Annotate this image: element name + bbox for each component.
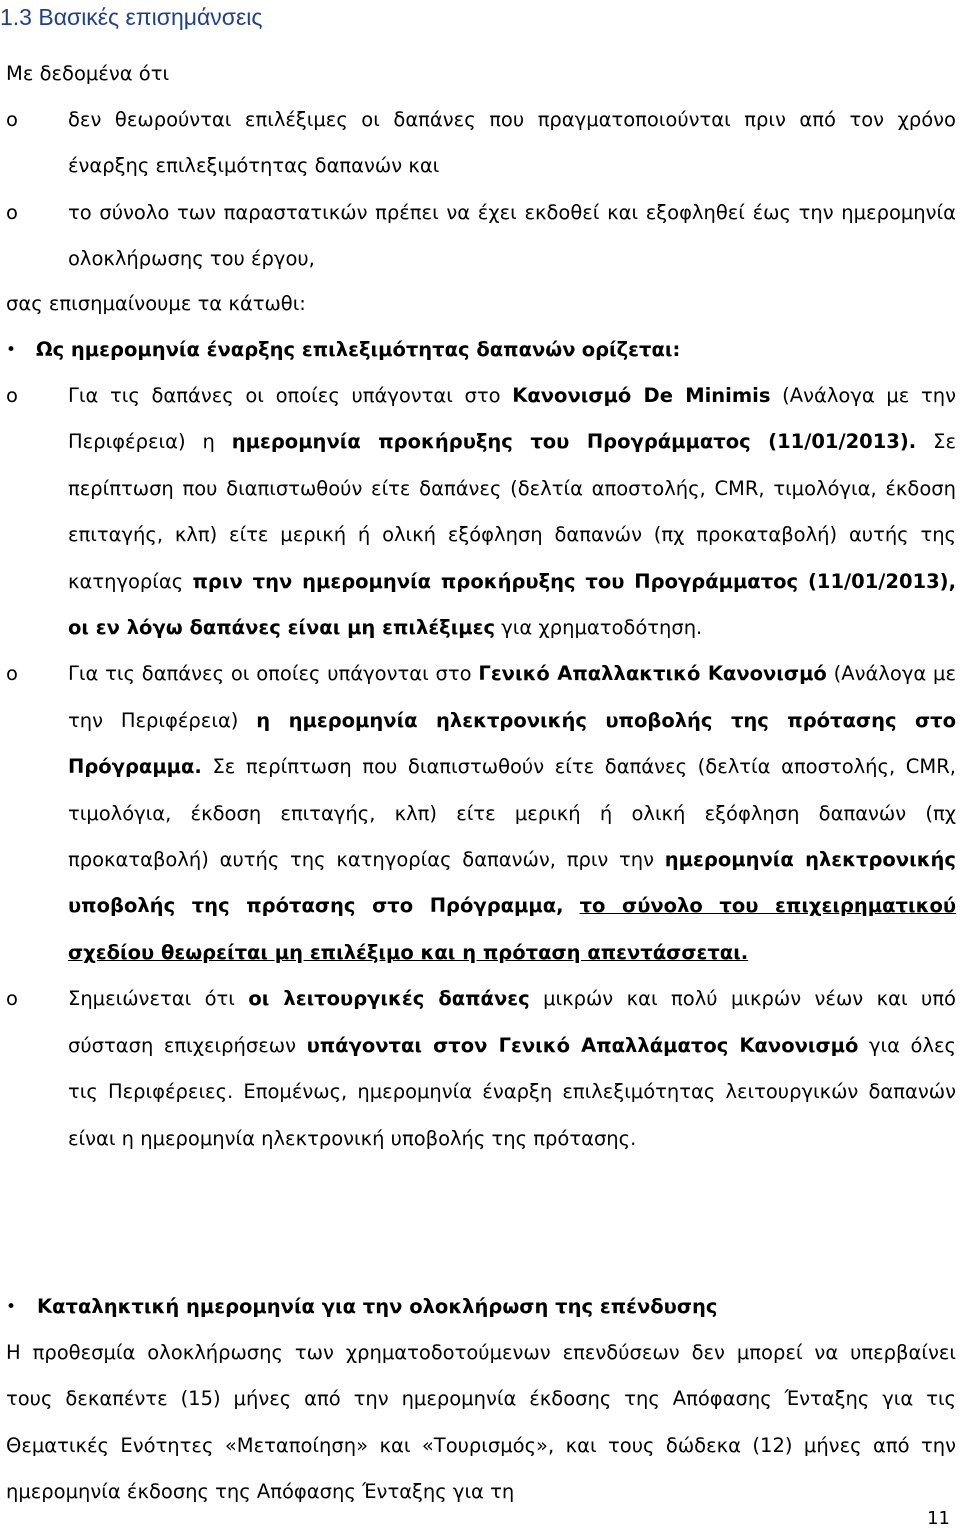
regulation-name: Κανονισμό De Minimis [512,384,771,407]
operating-costs-item [6,976,956,1162]
intro-lead: Με δεδομένα ότι [6,62,170,85]
bullet-marker: • [6,1297,17,1317]
list-marker: o [6,384,18,407]
text-run [564,894,580,917]
general-regulation-item [6,651,956,976]
intro-list [6,97,956,283]
ineligible-emphasis: πριν την ημερομηνία προκήρυξης του Προγράμματος (11/01/2013), οι εν λόγω δαπάνες είναι μη επιλέξιμες [68,569,957,640]
list-marker: o [6,662,18,686]
deadline-paragraph: Η προθεσμία ολοκλήρωσης των χρηματοδοτούμενων επενδύσεων δεν μπορεί να υπερβαίνει τους δεκαπέντε (15) μήνες από την ημερομηνία έκδοσης της Απόφασης Ένταξης για τις Θεματικές Ενότητες «Μεταποίηση» και «Τουρισμός», και τους δώδεκα (12) μήνες από την ημερομηνία έκδοσης της Απόφασης Ένταξης για τη [6,1341,956,1504]
page-number: 11 [927,1508,950,1529]
text-run: για χρηματοδότηση. [495,616,703,640]
start-date-list [6,373,956,1162]
text-run: Για τις δαπάνες οι οποίες υπάγονται στο [68,662,479,686]
regulation-name: Γενικό Απαλλακτικό Κανονισμό [478,662,827,686]
text-run: (Ανάλογα με την Περιφέρεια) [68,662,956,732]
text-run: για όλες τις Περιφέρειες. Επομένως, ημερομηνία έναρξη επιλεξιμότητας λειτουργικών δαπανών είναι η ημερομηνία ηλεκτρονική υποβολής της πρότασης. [68,1033,956,1150]
intro-item-1 [6,97,956,190]
deadline-heading [6,1284,956,1330]
start-date-heading-rest: ορίζεται: [581,338,681,361]
text-run: Για τις δαπάνες οι οποίες υπάγονται στο [68,384,513,407]
section-heading: 1.3 Βασικές επισημάνσεις [0,4,263,30]
list-marker: o [6,987,18,1011]
text-run: Σε περίπτωση που διαπιστωθούν είτε δαπάνες (δελτία αποστολής, CMR, τιμολόγια, έκδοση επιταγής, κλπ) είτε μερική ή ολική εξόφληση δαπανών (πχ προκαταβολή) αυτής της κατηγορίας δαπανών, πριν την [68,755,956,872]
intro-closing: σας επισημαίνουμε τα κάτωθι: [6,292,306,315]
date-emphasis: ημερομηνία προκήρυξης του Προγράμματος (11/01/2013). [231,430,917,454]
list-marker: o [6,108,18,131]
text-run: μικρών και πολύ μικρών νέων και υπό σύσταση επιχειρήσεων [68,987,956,1057]
intro-item-text: δεν θεωρούνται επιλέξιμες οι δαπάνες που πραγματοποιούνται πριν από τον χρόνο έναρξης επιλεξιμότητας δαπανών και [68,108,956,178]
text-run: Σημειώνεται ότι [68,987,249,1011]
text-run: (Ανάλογα με την Περιφέρεια) η [68,384,957,454]
de-minimis-item [6,373,956,651]
text-run: Σε περίπτωση που διαπιστωθούν είτε δαπάνες (δελτία αποστολής, CMR, τιμολόγια, έκδοση επιταγής, κλπ) είτε μερική ή ολική εξόφληση δαπανών (πχ προκαταβολή) αυτής της κατηγορίας [68,430,956,593]
start-date-heading-bold: Ως ημερομηνία έναρξης επιλεξιμότητας δαπανών [36,338,576,361]
deadline-heading-text: Καταληκτική ημερομηνία για την ολοκλήρωση της επένδυσης [37,1295,718,1318]
date-emphasis: ημερομηνία ηλεκτρονικής υποβολής της πρότασης στο Πρόγραμμα, [68,848,956,918]
list-marker: o [6,200,18,224]
start-date-heading [6,327,956,373]
date-emphasis: η ημερομηνία ηλεκτρονικής υποβολής της πρότασης στο Πρόγραμμα. [68,708,957,779]
bullet-marker: • [6,340,17,360]
intro-item-2 [6,190,956,283]
operating-costs-emphasis: οι λειτουργικές δαπάνες [248,987,530,1011]
intro-item-text: το σύνολο των παραστατικών πρέπει να έχει εκδοθεί και εξοφληθεί έως την ημερομηνία ολοκλήρωσης του έργου, [68,200,956,271]
withdrawal-emphasis: το σύνολο του επιχειρηματικού σχεδίου θεωρείται μη επιλέξιμο και η πρόταση απεντάσσεται. [68,894,957,964]
regulation-emphasis: υπάγονται στον Γενικό Απαλλάματος Κανονισμό [306,1033,859,1057]
